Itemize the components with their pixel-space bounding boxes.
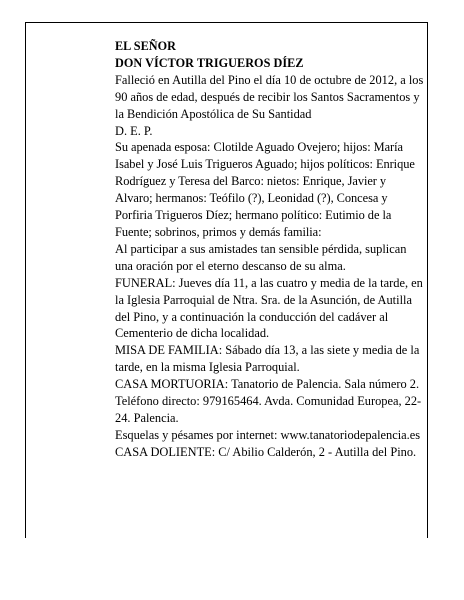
mass-paragraph: MISA DE FAMILIA: Sábado día 13, a las siete y media de la tarde, en la misma Iglesia Parroquial. bbox=[115, 343, 420, 375]
funeral-home-paragraph: CASA MORTUORIA: Tanatorio de Palencia. Sala número 2. Teléfono directo: 979165464. Avda. Comunidad Europea, 22-24. Palencia. bbox=[115, 377, 422, 425]
home-paragraph: CASA DOLIENTE: C/ Abilio Calderón, 2 - Autilla del Pino. bbox=[115, 444, 417, 459]
family-paragraph: Su apenada esposa: Clotilde Aguado Ovejero; hijos: María Isabel y José Luis Trigueros Aguado; hijos políticos: Enrique Rodríguez y Teresa del Barco: nietos: Enrique, Javier y Alvaro; hermanos: Teófilo (?), Leonidad (?), Concesa y Porfiria Trigueros Díez; hermano político: Eutimio de la Fuente; sobrinos, primos y demás familia: bbox=[115, 140, 415, 239]
internet-paragraph: Esquelas y pésames por internet: www.tanatoriodepalencia.es bbox=[115, 427, 421, 442]
notice-title-line2: DON VÍCTOR TRIGUEROS DÍEZ bbox=[115, 55, 304, 70]
request-paragraph: Al participar a sus amistades tan sensible pérdida, suplican una oración por el eterno descanso de su alma. bbox=[115, 241, 407, 273]
death-paragraph: Falleció en Autilla del Pino el día 10 de octubre de 2012, a los 90 años de edad, después de recibir los Santos Sacramentos y la Bendición Apostólica de Su Santidad bbox=[115, 72, 424, 121]
dep-line: D. E. P. bbox=[115, 123, 153, 138]
funeral-paragraph: FUNERAL: Jueves día 11, a las cuatro y media de la tarde, en la Iglesia Parroquial de Ntra. Sra. de la Asunción, de Autilla del Pino, y a continuación la conducción del cadáver al Cementerio de dicha localidad. bbox=[115, 275, 423, 341]
obituary-notice bbox=[115, 38, 425, 461]
notice-title-line1: EL SEÑOR bbox=[115, 39, 177, 53]
